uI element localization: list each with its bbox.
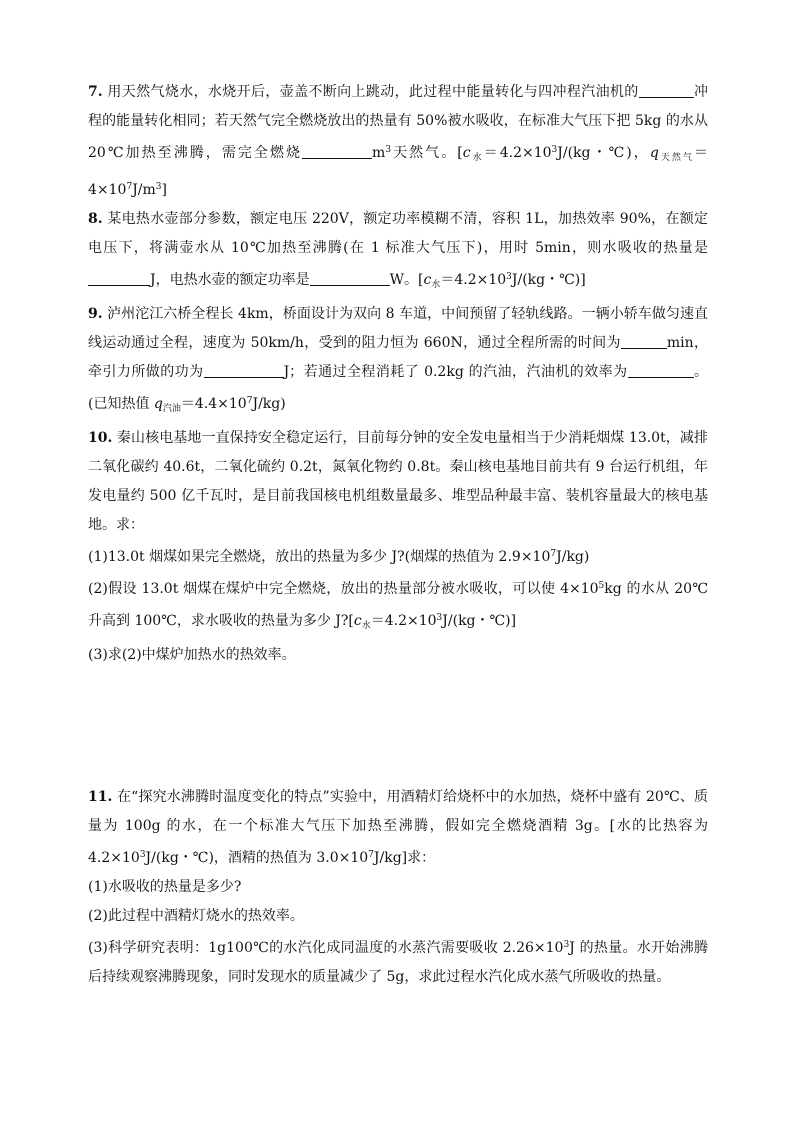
problem-text: 在“探究水沸腾时温度变化的特点”实验中，用酒精灯给烧杯中的水加热，烧杯中盛有 20℃、质量为 100g 的水，在一个标准大气压下加热至沸腾，假如完全燃烧酒精 3g。[水的比热容为 4.2×10 bbox=[88, 789, 708, 866]
symbol-c: c bbox=[353, 613, 362, 629]
sub-question-text: J/kg) bbox=[556, 549, 590, 565]
problem-number: 8. bbox=[88, 211, 103, 227]
superscript: 5 bbox=[598, 581, 605, 591]
problem-text: J，电热水壶的额定功率是 bbox=[150, 272, 310, 288]
superscript: 3 bbox=[139, 850, 146, 860]
problem-text: J/(kg・℃)] bbox=[511, 272, 586, 288]
superscript: 3 bbox=[506, 272, 512, 282]
sub-question-text: kg 的水从 20℃升高到 100℃，求水吸收的热量为多少 J?[ bbox=[88, 581, 708, 629]
superscript: 7 bbox=[126, 182, 133, 192]
symbol-c: c bbox=[423, 272, 432, 288]
problem-text: 天然气。[ bbox=[391, 145, 463, 161]
sub-question-text: ＝4.2×10 bbox=[370, 613, 437, 629]
problem-11 bbox=[88, 783, 708, 873]
problem-10 bbox=[88, 424, 708, 540]
problem-text: min，牵引力所做的功为 bbox=[88, 335, 708, 380]
subscript: 水 bbox=[361, 621, 371, 631]
symbol-q: q bbox=[649, 145, 659, 161]
problem-number: 10. bbox=[88, 430, 113, 446]
sub-question-text: (1)水吸收的热量是多少? bbox=[88, 879, 242, 895]
sub-question-text: (2)此过程中酒精灯烧水的热效率。 bbox=[88, 908, 304, 924]
answer-blank[interactable] bbox=[639, 83, 694, 98]
problem-11-sub-1 bbox=[88, 873, 708, 902]
answer-blank[interactable] bbox=[310, 271, 390, 286]
problem-text: 冲程的能量转化相同；若天然气完全燃烧放出的热量有 50%被水吸收，在标准大气压下把 5kg 的水从 20℃加热至沸腾，需完全燃烧 bbox=[88, 84, 708, 161]
superscript: 7 bbox=[550, 549, 557, 559]
problem-text: 某电热水壶部分参数，额定电压 220V，额定功率模糊不清，容积 1L，加热效率 90%，在额定电压下，将满壶水从 10℃加热至沸腾(在 1 标准大气压下)，用时 5min，则水吸收的热量是 bbox=[88, 211, 708, 256]
problem-number: 9. bbox=[88, 306, 103, 322]
problem-text: J/kg) bbox=[252, 396, 286, 412]
sub-question-text: (3)求(2)中煤炉加热水的热效率。 bbox=[88, 647, 296, 663]
problem-10-sub-3 bbox=[88, 641, 708, 670]
problem-10-sub-2 bbox=[88, 572, 708, 641]
sub-question-text: (1)13.0t 烟煤如果完全燃烧，放出的热量为多少 J?(烟煤的热值为 2.9×10 bbox=[88, 549, 551, 565]
problem-text: ＝4.2×10 bbox=[483, 145, 552, 161]
sub-question-text: (3)科学研究表明：1g100℃的水汽化成同温度的水蒸汽需要吸收 2.26×10 bbox=[88, 940, 564, 956]
problem-text: W。[ bbox=[389, 272, 424, 288]
superscript: 3 bbox=[551, 145, 558, 155]
answer-blank[interactable] bbox=[204, 363, 284, 378]
problem-text: J/(kg・℃)， bbox=[557, 145, 650, 161]
superscript: 3 bbox=[563, 940, 570, 950]
answer-blank[interactable] bbox=[628, 363, 694, 378]
worksheet-page bbox=[88, 70, 708, 992]
problem-text: J/kg]求： bbox=[373, 850, 436, 866]
problem-number: 7. bbox=[88, 84, 103, 100]
subscript: 水 bbox=[470, 153, 484, 163]
answer-space[interactable] bbox=[88, 670, 708, 783]
sub-question-text: J 的热量。水开始沸腾后持续观察沸腾现象，同时发现水的质量减少了 5g，求此过程水汽化成水蒸气所吸收的热量。 bbox=[88, 940, 709, 985]
problem-text: ] bbox=[161, 182, 167, 198]
subscript: 天然气 bbox=[658, 153, 694, 163]
subscript: 汽油 bbox=[162, 404, 181, 414]
symbol-c: c bbox=[462, 145, 471, 161]
answer-blank[interactable] bbox=[621, 334, 667, 349]
problem-text: ＝4.2×10 bbox=[440, 272, 507, 288]
superscript: 3 bbox=[155, 182, 162, 192]
problem-text: 用天然气烧水，水烧开后，壶盖不断向上跳动，此过程中能量转化与四冲程汽油机的 bbox=[102, 84, 639, 100]
problem-text: J/(kg・℃)，酒精的热值为 3.0×10 bbox=[145, 850, 369, 866]
problem-text: ＝4.4×10 bbox=[180, 396, 247, 412]
problem-7 bbox=[88, 78, 708, 205]
problem-text: J；若通过全程消耗了 0.2kg 的汽油，汽油机的效率为 bbox=[283, 364, 628, 380]
problem-text: 泸州沱江六桥全程长 4km，桥面设计为双向 8 车道，中间预留了轻轨线路。一辆小轿车做匀速直线运动通过全程，速度为 50km/h，受到的阻力恒为 660N，通过全程所需的时间为 bbox=[88, 306, 708, 351]
problem-10-sub-1 bbox=[88, 540, 708, 572]
problem-11-sub-2 bbox=[88, 902, 708, 931]
superscript: 3 bbox=[385, 145, 392, 155]
sub-question-text: (2)假设 13.0t 烟煤在煤炉中完全燃烧，放出的热量部分被水吸收，可以使 4×10 bbox=[88, 581, 599, 597]
answer-blank[interactable] bbox=[88, 271, 150, 286]
problem-text: J/m bbox=[132, 182, 156, 198]
superscript: 3 bbox=[436, 613, 443, 623]
problem-text: 秦山核电基地一直保持安全稳定运行，目前每分钟的安全发电量相当于少消耗烟煤 13.0t，减排二氧化碳约 40.6t，二氧化硫约 0.2t，氮氧化物约 0.8t。秦山核电基地目前共有 9 台运行机组，年发电量约 500 亿千瓦时，是目前我国核电机组数量最多、堆型品种最丰富、装机容量最大的核电基地。求： bbox=[88, 430, 708, 533]
problem-text: ＝4×10 bbox=[88, 145, 708, 198]
symbol-q: q bbox=[153, 396, 163, 412]
problem-9 bbox=[88, 300, 708, 424]
answer-blank[interactable] bbox=[302, 144, 372, 159]
problem-text: 。(已知热值 bbox=[88, 364, 709, 412]
problem-11-sub-3 bbox=[88, 931, 708, 992]
problem-number: 11. bbox=[88, 789, 113, 805]
superscript: 7 bbox=[368, 850, 374, 860]
problem-8 bbox=[88, 205, 708, 300]
problem-text: m bbox=[372, 145, 386, 161]
sub-question-text: J/(kg・℃)] bbox=[442, 613, 517, 629]
subscript: 水 bbox=[431, 280, 441, 290]
superscript: 7 bbox=[246, 396, 253, 406]
